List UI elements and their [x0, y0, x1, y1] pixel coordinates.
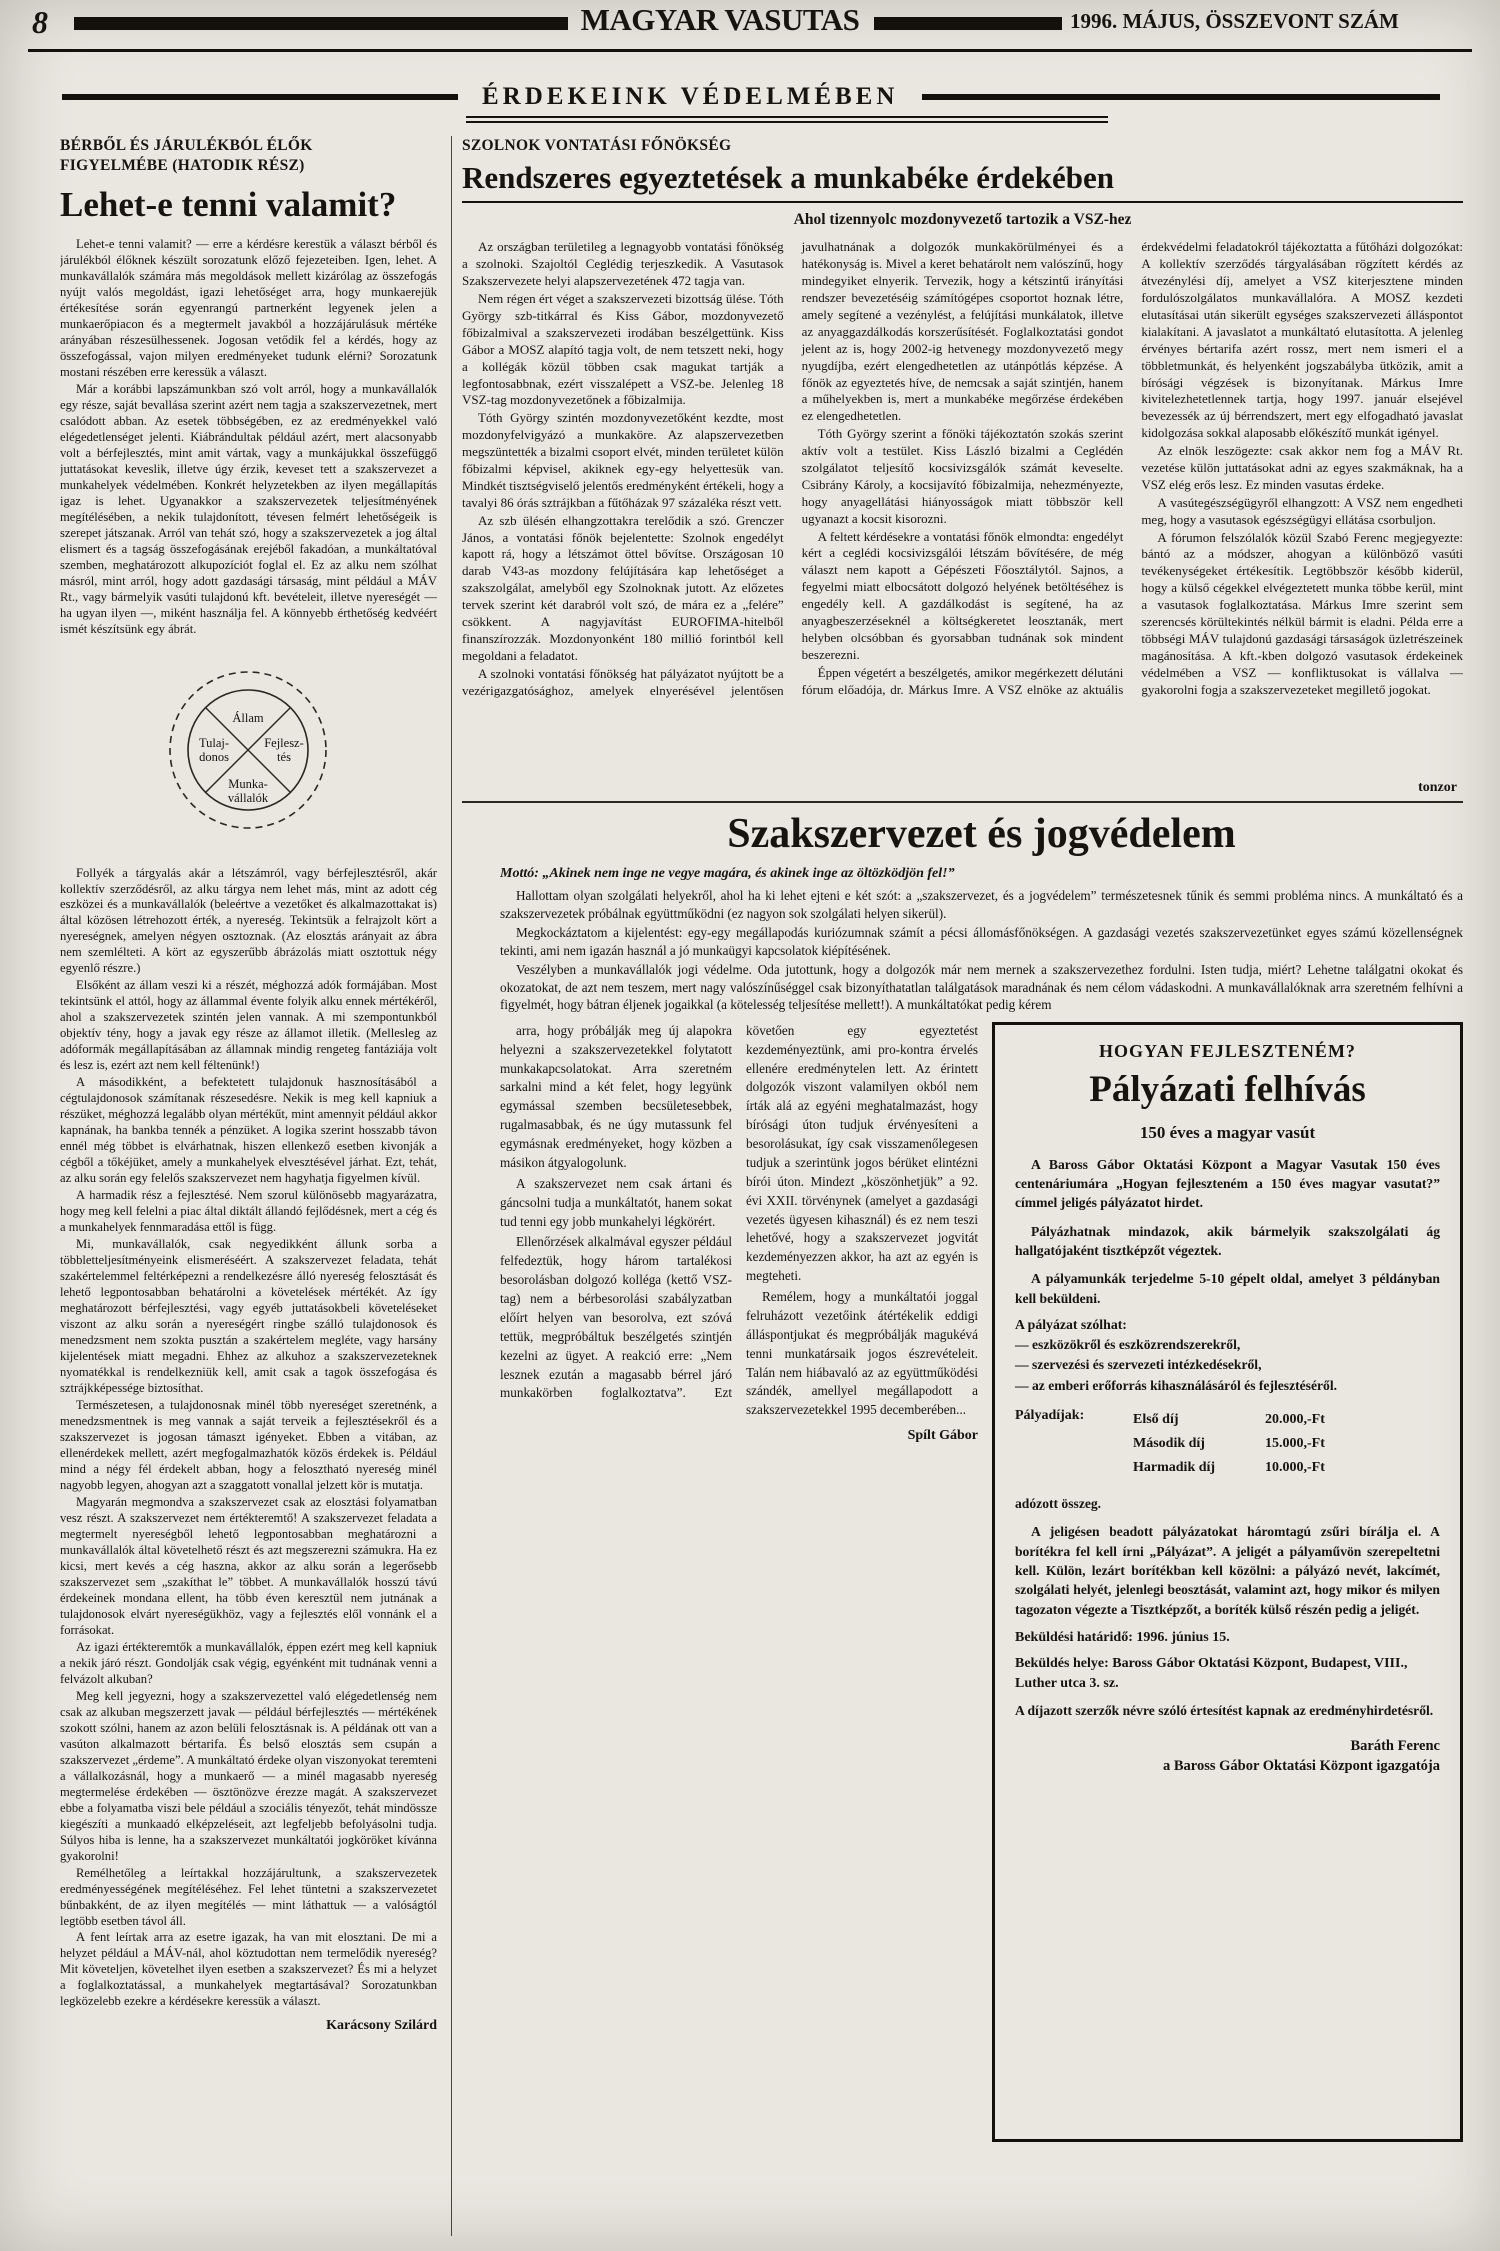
signature-name: Baráth Ferenc: [1350, 1738, 1440, 1755]
box-subtitle: 150 éves a magyar vasút: [1139, 1122, 1316, 1142]
paragraph: Remélhetőleg a leírtakkal hozzájárultunk, a szakszervezetek eredményességének megítéléséhez. Fel lehet tüntetni a szakszervezetet bűnbakként, de az ilyen megítélés — mint láthattuk — a valóságtól legtöbb esetben távol áll.: [60, 1865, 437, 1928]
diagram-label-employees: vállalók: [227, 790, 269, 805]
article-szakszervezet-es-jogvedelem: [500, 810, 1463, 2238]
article-subhead: Ahol tizennyolc mozdonyvezető tartozik a VSZ-hez: [793, 211, 1132, 229]
prize-row: [1133, 1408, 1440, 1432]
middle-columns-wrap: [500, 1022, 978, 2142]
article-kicker: BÉRBŐL ÉS JÁRULÉKBÓL ÉLŐK: [60, 137, 313, 154]
topics-list: [1015, 1335, 1440, 1396]
paragraph: Meg kell jegyezni, hogy a szakszervezettel való elégedetlenség nem csak az alkuban megszerzett javak — például bérfejlesztés — mértékének szokott szólni, hanem az azon belüli felosztásnak is. A példának ott van a vasúton alkalmazott bértarifa. És belső elosztás sem csupán a szakszervezet „érdeme”. A munkáltató érdeke olyan viszonyokat teremteni a vállalkozásnál, hogy a munkaerő — a minél magasabb nyereség megtermelése érdekében — ösztönözve érezze magát. A szakszervezet ebbe a folyamatba viszi bele például a szociális tényezőt, tehát mindössze kiegészíti a munkaadó elképzeléseit, azt legfeljebb befolyásolni tudja. Súlyos hiba is lenne, ha a szakszervezet munkáltatói jogköröket kívánna gyakorolni!: [60, 1688, 437, 1863]
paragraph: A szakszervezet nem csak ártani és gáncsolni tudja a munkáltatót, hanem sokat tud tenni egy jobb munkahelyi légkörért.: [500, 1175, 732, 1229]
topic-item: — szervezési és szervezeti intézkedésekről,: [1015, 1357, 1262, 1373]
diagram-label-development: Fejlesz-: [264, 735, 304, 750]
paragraph: Már a korábbi lapszámunkban szó volt arról, hogy a munkavállalók egy része, saját bevallása szerint azért nem tagja a szakszervezetnek, mert csalódott abban. Az esetek többségében, ez az eredményekkel való elégedetlenséget jelenti. Kiábrándultak például azért, mert alacsonyabb volt a bérfejlesztés, mint amit vártak, vagy a munkájukkal összefüggő juttatásokat keveslik, illetve úgy érzik, keveset tett a szakszervezet a munkahelyek védelmében. Konkrét helyzetekben az ilyen megállapítás igaz is lehet. Ugyanakkor a szakszervezetek teljesítményének megítélésében, a nekik tulajdonított, tévesen felmért lehetőségeik is szerepet játszanak. Arról van tehát szó, hogy a szakszervezetek a jog által elismert és a tagság összefogásának erejéből fakadóan, a munkáltatóval szemben, meghatározott alkupozíciót foglal el. Ez az alku nem szólhat másról, mint arról, hogy adott gazdasági társaság, mint például a MÁV Rt., vagy bármelyik vasúti tulajdonú kft. bevételeit, illetve nyereségét — ha ugyan ilyen —, miként használja fel. A könnyebb érthetőség kedvéért ismét készítsünk egy ábrát.: [60, 381, 437, 636]
paragraph: Lehet-e tenni valamit? — erre a kérdésre kerestük a választ bérből és járulékból élőknek készült sorozatunk előző fejezeteiben. Igen, lehet. A munkavállalók számára más megoldások mellett kizárólag az összefogás nyújt valós megoldást, igazi lehetőséget arra, hogy munkaerejük értékesítése során egyenrangú partnerként legyenek jelen a munkaerőpiacon és a megtermelt javakból a hozzájárulásuk mértéke arányában részesülhessenek. Jogosan vetődik fel a kérdés, hogy az összefogással, vajon milyen eredményeket tudunk elérni? Sorozatunk mostani részében erre keressük a választ.: [60, 236, 437, 379]
article-body: [60, 866, 437, 2011]
diagram-label-state: Állam: [232, 710, 264, 725]
article-rendszeres-egyeztetesek: [462, 136, 1463, 798]
diagram-wrap: [60, 648, 437, 858]
article-body: [500, 1022, 978, 1420]
paragraph: A vasútegészségügyről elhangzott: A VSZ nem engedheti meg, hogy a vasutasok egészségügyi ellátása csorbuljon.: [1141, 494, 1463, 527]
banner-rule-left: [62, 94, 458, 100]
article-body: [462, 239, 1463, 699]
article-headline: Rendszeres egyeztetések a munkabéke érdekében: [462, 160, 1463, 203]
issue-date: 1996. MÁJUS, ÖSSZEVONT SZÁM: [1070, 9, 1399, 33]
masthead-bar-left: [74, 17, 568, 30]
prize-place: Második díj: [1133, 1435, 1205, 1451]
article-byline: Spílt Gábor: [907, 1428, 978, 1444]
article-kicker: SZOLNOK VONTATÁSI FŐNÖKSÉG: [462, 137, 732, 154]
paragraph: A feltett kérdésekre a vontatási főnök elmondta: engedélyt kért a ceglédi kocsivizsgálói létszám bővítésére, de még választ nem kapott a Gépészeti Főosztálytól. Sajnos, a fegyelmi miatt elbocsátott dolgozó helyének betöltéséhez is engedély kell. A gazdálkodást is segítené, ha az anyagbeszerzéseknél a költségkeretet leosztanák, mert helyben olcsóbban és gyorsabban tudnának sok mindent beszerezni.: [801, 528, 1124, 662]
masthead-bar-right: [874, 17, 1062, 30]
paragraph: Természetesen, a tulajdonosnak minél több nyereséget szeretnénk, a menedzsmentnek is meg vannak a saját terveik a fejlesztésekről és a szakszervezet is jogosan támaszt igényeket. Ebben a vitában, az ellenérdekek mellett, azért megfogalmazhatók közös érdekek is. Például mind a négy fél érdekelt abban, hogy a felosztható nyereség minél nagyobb legyen, ahogyan azt a szaggatott vonallal jelzett kör is mutatja.: [60, 1398, 437, 1492]
paragraph: Éppen végetért a beszélgetés, amikor megérkezett délutáni fórum előadója, dr. Márkus Imre. A VSZ elnöke az aktuális érdekvédelmi feladatokról tájékoztatta a fűtőházi dolgozókat: A kollektív szerződés tárgyalásában rögzített kérdés az átvezénylési díj, amelyet a VSZ kiterjesztene minden fordulószolgálatos munkavállalóra. A MOSZ kezdeti elutasításai után sikerült egységes szakszervezeti álláspontot kialakítani. A javaslatot a munkáltató elutasította. A jelenleg érvényes bértarifa azért rossz, mert nem ismeri el a többletmunkát, és helyenként jogszabályba ütközik, amit a bírósági végzések is bizonyítanak. Márkus Imre kivitelezhetetlennek tartja, hogy 1997. január elsejével bevezessék az új bérrendszert, mert egy elfogadható javaslat kidolgozása sokkal alaposabb előkészítő munkát igényel.: [801, 239, 1463, 697]
header-rule: [28, 49, 1472, 52]
submission-address: Beküldés helye: Baross Gábor Oktatási Központ, Budapest, VIII., Luther utca 3. sz.: [1015, 1656, 1408, 1692]
paragraph: Pályázhatnak mindazok, akik bármelyik szakszolgálati ág hallgatójaként tisztképzőt végeztek.: [1015, 1223, 1440, 1259]
prize-place: Első díj: [1133, 1412, 1179, 1428]
notification-note: A díjazott szerzők névre szóló értesítést kapnak az eredményhirdetésről.: [1015, 1702, 1434, 1718]
article-headline: Szakszervezet és jogvédelem: [727, 811, 1236, 857]
article-lehet-e-tenni-valamit: [60, 136, 452, 2236]
paragraph: Ellenőrzések alkalmával egyszer például felfedeztük, hogy három tartalékosi besorolásban dolgozó kolléga (kettő VSZ-tag) nem a bérbesorolási szabályzatban előírt helyen van besorolva, ezt szóvá tettük, megpróbáltuk beszélgetés szintjén kezelni az ügyet. A reakció erre: „Nem lesznek ezután a magasabb bérrel járó munkakörben foglalkoztatva”. Ezt követően egy egyeztetést kezdeményeztünk, ami pro-kontra érvelés ellenére eredménytelen lett. Az érintett dolgozók viszont valamilyen okból nem írták alá az egyéni meghatalmazást, hogy bírósági úton tudjuk érvényesíteni a besorolásukat, így csak visszamenőlegesen tudjuk a szerintünk jogos bérüket elintézni bírói úton. Mindezt „köszönhetjük” a 92. évi XXII. törvénynek (amelyet a gazdasági vezetés ügyesen kihasznál) és ez nem teszi lehetővé, hogy a szakszervezet jogvitát kezdeményezzen akkor, ha azt az egyén is megteheti.: [500, 1022, 978, 1401]
prizes-note: adózott összeg.: [1015, 1496, 1102, 1512]
paragraph: Az elnök leszögezte: csak akkor nem fog a MÁV Rt. vezetése külön juttatásokat adni az egyes szakmáknak, ha a VSZ elég erős lesz. Ez minden vasutas érdeke.: [1141, 443, 1463, 492]
paragraph: A pályamunkák terjedelme 5-10 gépelt oldal, amelyet 3 példányban kell beküldeni.: [1015, 1271, 1440, 1306]
topic-item: — az emberi erőforrás kihasználásáról és fejlesztéséről.: [1015, 1377, 1337, 1393]
topic-item: — eszközökről és eszközrendszerekről,: [1015, 1336, 1241, 1352]
paragraph: A fórumon felszólalók közül Szabó Ferenc megjegyezte: bántó az a módszer, ahogyan a különböző vasúti tevékenységeket értékesítik. Legtöbbször később kiderül, hogy a külső cégekkel elvégeztetett munka többe kerül, mint a vasutasok foglalkoztatása. Márkus Imre szerint sem szerencsés körültekintés nélkül bármit is eladni. Példa erre a többségi MÁV tulajdonú gazdasági társaságok üzletrészeinek magánosítása. A kft.-kben dolgozó vasutasok érdekeinek védelmében a VSZ — konfliktusokat is vállalva — gyakorolni fogja a szakszervezeteket megillető jogokat.: [1141, 529, 1463, 697]
paragraph: A másodikként, a befektetett tulajdonuk hasznosításából a cégtulajdonosok számítanak részesedésre. Nekik is meg kell kapniuk a részüket, méghozzá legalább olyan mértékűt, mint amennyit például akkor kapnának, ha bankba tennék a pénzüket. A logika szerint hosszabb távon ennél még többet is elvárhatnak, hiszen ellenkező esetben kivonják a cégből a tőkéjüket, amely a munkahelyek elvesztésével járhat. Ezt, tehát, az alku során egy felelős szakszervezet nem hagyhatja figyelmen kívül.: [60, 1075, 437, 1186]
article-kicker: FIGYELMÉBE (HATODIK RÉSZ): [60, 157, 305, 175]
deadline: Beküldési határidő: 1996. június 15.: [1015, 1629, 1230, 1645]
paragraph: Hallottam olyan szolgálati helyekről, ahol ha ki lehet ejteni e két szót: a „szakszervezet, és a jogvédelem” természetesnek tűnik és semmi probléma nincs. A munkáltató és a szakszervezetek próbálnak együttműködni (ez nagyon sok szolgálati helyen sikerül).: [500, 888, 1463, 921]
paragraph: Az szb ülésén elhangzottakra terelődik a szó. Grenczer János, a vontatási főnök bejelentette: Szolnok engedélyt kapott rá, hogy a létszámot öttel bővítse. Országosan 10 darab V43-as mozdony felújítására kap lehetőséget a szakszolgálat, amelyből egy Szolnoknak jutott. Az előzetes tervek szerint két darabról volt szó, de mára ez a „felére” csökkent. A nagyjavítást EUROFIMA-hitelből finanszírozzák. Mozdonyonként 180 millió forintból kell megoldani a feladatot.: [462, 512, 784, 663]
box-body: [1015, 1155, 1440, 1308]
paragraph: arra, hogy próbálják meg új alapokra helyezni a szakszervezetekkel folytatott munkakapcsolatokat. Arra szeretném sarkalni mind a két felet, hogy legyünk egymással szemben becsületesebbek, rugalmasabbak, és ne úgy mutassunk fel egymásnak eredményeket, hogy közben a másikon átgyalogolunk.: [500, 1022, 732, 1170]
paragraph: Mi, munkavállalók, csak negyedikként állunk sorba a többletteljesítményeink elismeréséért. A szakszervezet feladata, tehát szakértelemmel feltérképezni a rendelkezésre álló nyereség felosztását és lehető legpontosabban behatárolni a követelések mértékét. Az így meghatározott bérfejlesztési, vagy egyéb juttatásokbeli követeléseket viszont az alku során a nyereségért ringbe szálló tulajdonosok és menedzsment nem szokta pusztán a szakértelem megléte, vagy harsány kijelentések miatt megadni. Ehhez az alkuhoz a szakszervezeteknek nyomatékkal is rendelkezniük kell, amit csak a tagok összefogása és sztrájkképessége biztosíthat.: [60, 1237, 437, 1396]
prize-amount: 10.000,-Ft: [1265, 1459, 1325, 1475]
signature: [1015, 1736, 1440, 1777]
paragraph: Az igazi értékteremtők a munkavállalók, éppen ezért meg kell kapniuk a nekik járó részt. Gondolják csak végig, egyénként mit tudnának venni a felvázolt alkuban?: [60, 1639, 437, 1686]
section-title: ÉRDEKEINK VÉDELMÉBEN: [482, 83, 899, 110]
banner-underline: [466, 116, 1108, 123]
diagram-label-owner: donos: [199, 749, 229, 764]
masthead: MAGYAR VASUTAS: [580, 2, 860, 37]
prize-row: [1133, 1432, 1440, 1456]
banner-rule-right: [922, 94, 1440, 100]
paragraph: Megkockáztatom a kijelentést: egy-egy megállapodás kuriózumnak számít a pécsi állomásfőnökségen. A gazdasági vezetés szakszervezetünket egyes számú közellenségnek tekinti, ami nem igazán használ a jó munkaügyi kapcsolatok kiépítésének.: [500, 925, 1463, 958]
box-kicker: HOGYAN FEJLESZTENÉM?: [1099, 1040, 1356, 1061]
profit-distribution-diagram: [136, 648, 361, 853]
diagram-label-owner: Tulaj-: [198, 735, 230, 750]
article-divider-rule: [462, 801, 1463, 803]
paragraph: A Baross Gábor Oktatási Központ a Magyar Vasutak 150 éves centenáriumára „Hogyan fejleszteném a 150 éves magyar vasutat?” címmel jeligés pályázatot hirdet.: [1015, 1156, 1440, 1211]
paragraph: Nem régen ért véget a szakszervezeti bizottság ülése. Tóth György szb-titkárral és Kiss Gábor, mozdonyvezető főbizalmival a szakszervezeti irodában beszélgettünk. Kiss Gábor a MOSZ alapító tagja volt, de nem tetszett neki, hogy a kollégák közül többen csak magukat tartják a legfontosabbnak, ezért visszalépett a VSZ-be. Jelenleg 18 VSZ-tag mozdonyvezetőnek a főbizalmija.: [462, 291, 784, 408]
paragraph: A harmadik rész a fejlesztésé. Nem szorul különösebb magyarázatra, hogy meg kell felelni a piac által diktált állandó fejlődésnek, mert a cég és a munkahelyek fennmaradása ettől is függ.: [60, 1188, 437, 1235]
prize-place: Harmadik díj: [1133, 1459, 1216, 1475]
box-title: Pályázati felhívás: [1089, 1068, 1366, 1110]
prize-amount: 15.000,-Ft: [1265, 1435, 1325, 1451]
article-motto: Mottó: „Akinek nem inge ne vegye magára, és akinek inge az öltözködjön fel!”: [500, 866, 955, 881]
article-byline: Karácsony Szilárd: [326, 2018, 437, 2034]
paragraph: A szolnoki vontatási főnökség hat pályázatot nyújtott be a vezérigazgatósághoz, amelyek elnyerésével jelentősen javulhatnának a dolgozók munkakörülményei és a hatékonyság is. Mivel a keret behatárolt nem valószínű, hogy mindegyiket elnyerik. Tervezik, hogy a kétszintű irányítási rendszer bevezetéséig számítógépes csoportot hoznak létre, amely segítené a vezénylést, a felújítási munkálatok, illetve az anyaggazdálkodás korszerűsítését. Foglalkoztatási gondot jelent az is, hogy 2002-ig hetvenegy mozdonyvezető megy nyugdíjba, ezért elengedhetetlen az utánpótlás képzése. A főnök az egyeztetés híve, de nemcsak a saját szintjén, hanem a műhelyekben is, mert a munkabéke megőrzése érdekében ez elengedhetetlen.: [462, 239, 1124, 698]
paragraph: A fent leírtak arra az esetre igazak, ha van mit elosztani. De mi a helyzet például a MÁV-nál, ahol köztudottan nem termelődik nyereség? Mit követeljen, követelhet ilyen esetben a szakszervezet? És mi a helyzet a foglalkoztatással, a munkahelyek megtartásával? Sorozatunkban legközelebb ezekre a kérdésekre keressük a választ.: [60, 1930, 437, 2009]
paragraph: Veszélyben a munkavállalók jogi védelme. Oda jutottunk, hogy a dolgozók már nem mernek a szakszervezethez fordulni. Isten tudja, miért? Lehetne találgatni okokat és okozatokat, de azt nem teszem, mert nagy valószínűséggel csak bizonyíthatatlan találgatások maradnának és nem célom vádaskodni. A munkavállalóknak arra szeretném felhívni a figyelmét, hogy bátran éljenek jogaikkal (a kötelesség teljesítése mellett!). A munkáltatókat pedig kérem: [500, 962, 1463, 1013]
prize-row: [1133, 1456, 1440, 1480]
paragraph: Tóth György szerint a főnöki tájékoztatón szokás szerint aktív volt a testület. Kiss László bizalmi a Ceglédén szolgálatot teljesítő kocsivizsgálók számát keveselte. Csibrány Károly, a kocsijavító főbizalmija, nehezményezte, hogy anyagellátási hiányosságok miatt többször kell ugyanazt a kocsit kisorozni.: [801, 426, 1124, 526]
section-banner: [62, 80, 1440, 114]
diagram-label-development: tés: [277, 749, 291, 764]
prize-amount: 20.000,-Ft: [1265, 1412, 1325, 1428]
page-number: 8: [32, 4, 48, 40]
paragraph: Follyék a tárgyalás akár a létszámról, vagy bérfejlesztésről, akár kollektív szerződésről, az alku tárgya nem lehet más, mint az adott cég eszközei és a munkavállalók (beleértve a vezetőket és alkalmazottakat is) által közösen létrehozott érték, a nyereség. Tekintsük a felrajzolt kört a nyereségnek, amelyen négyen osztoznak. (Az elosztás arányait az ábra nem szemlélteti. A kört az egyszerűbb ábrázolás miatt osztottuk négy egyenlő részre.): [60, 865, 437, 976]
prizes-label: Pályadíjak:: [1015, 1408, 1085, 1424]
article-body: [60, 237, 437, 638]
topics-label: A pályázat szólhat:: [1015, 1316, 1127, 1332]
paragraph: Elsőként az állam veszi ki a részét, méghozzá adók formájában. Most tekintsünk el attól, hogy az állammal évente folyik alku ennek mértékéről, ahol a szakszervezetek szintén jelen vannak. A mi szempontunkból objektív tény, hogy a javak egy része az államot illetik. (Mellesleg az adóformák megállapításában az államnak mindig rengeteg fantáziája volt és lesz is, ezért azt nem kell féltenünk!): [60, 978, 437, 1073]
prizes-block: [1015, 1408, 1440, 1486]
paragraph: Tóth György szintén mozdonyvezetőként kezdte, most mozdonyfelvigyázó a munkaköre. Az alapszervezetben megszüntették a bizalmi csoport elvét, minden területet külön főbizalmi képvisel, akiknek egy-egy helyettesük van. Mindkét tisztségviselő jelentős eredményként értékeli, hogy a tavalyi 86 órás sztrájkban a fűtőházak 97 százaléka részt vett.: [462, 410, 784, 510]
article-intro: [500, 887, 1463, 1014]
paragraph: Az országban területileg a legnagyobb vontatási főnökség a szolnoki. Szajoltól Ceglédig terjeszkedik. A Vasutasok Szakszervezete helyi alapszervezetének 472 tagja van.: [462, 239, 784, 289]
palyazati-felhivas-box: [992, 1022, 1463, 2142]
paragraph: Magyarán megmondva a szakszervezet csak az elosztási folyamatban vesz részt. A szakszervezet nem értékteremtő! A szakszervezet feladata a megtermelt nyereségből lehető legpontosabban meghatározni a munkavállalók által követelhető részt és azt megszerezni számukra. Ha ez kicsi, mert kevés a cég haszna, akkor az alku során a legerősebb szakszervezet sem „szakíthat le” többet. A munkavállalók hosszú távú érdekeinek mondana ellent, ha több éven keresztül nem jutnának a tulajdonosok elvárt nyereségükhöz, vagy a fejlesztés elől vonnánk el a forrásokat.: [60, 1494, 437, 1637]
signature-title: a Baross Gábor Oktatási Központ igazgatója: [1163, 1758, 1440, 1775]
middle-bottom-region: [500, 1022, 1463, 2142]
rules-paragraph: A jeligésen beadott pályázatokat háromtagú zsűri bírálja el. A borítékra fel kell írni „Pályázat”. A jeligét a pályaművön szerepeltetni kell. Külön, lezárt borítékban kell közölni: a pályázó nevét, lakcímét, szolgálati helyét, jelenlegi beosztását, valamint azt, hogy mikor és milyen tagozaton végezte a Tisztképzőt, a boríték külső részén pedig a jeligét.: [1015, 1524, 1440, 1617]
article-byline: tonzor: [1418, 780, 1457, 795]
article-headline: Lehet-e tenni valamit?: [60, 184, 397, 224]
paragraph: Remélem, hogy a munkáltatói joggal felruházott vezetőink átértékelik eddigi álláspontjukat és megpróbálják magukévá tenni munkatársaik jogos észrevételeit. Talán nem hiábavaló az az együttműködési szándék, amellyel megállapodott a szakszervezetekkel 1995 decemberében...: [746, 1289, 978, 1418]
diagram-label-employees: Munka-: [228, 776, 268, 791]
